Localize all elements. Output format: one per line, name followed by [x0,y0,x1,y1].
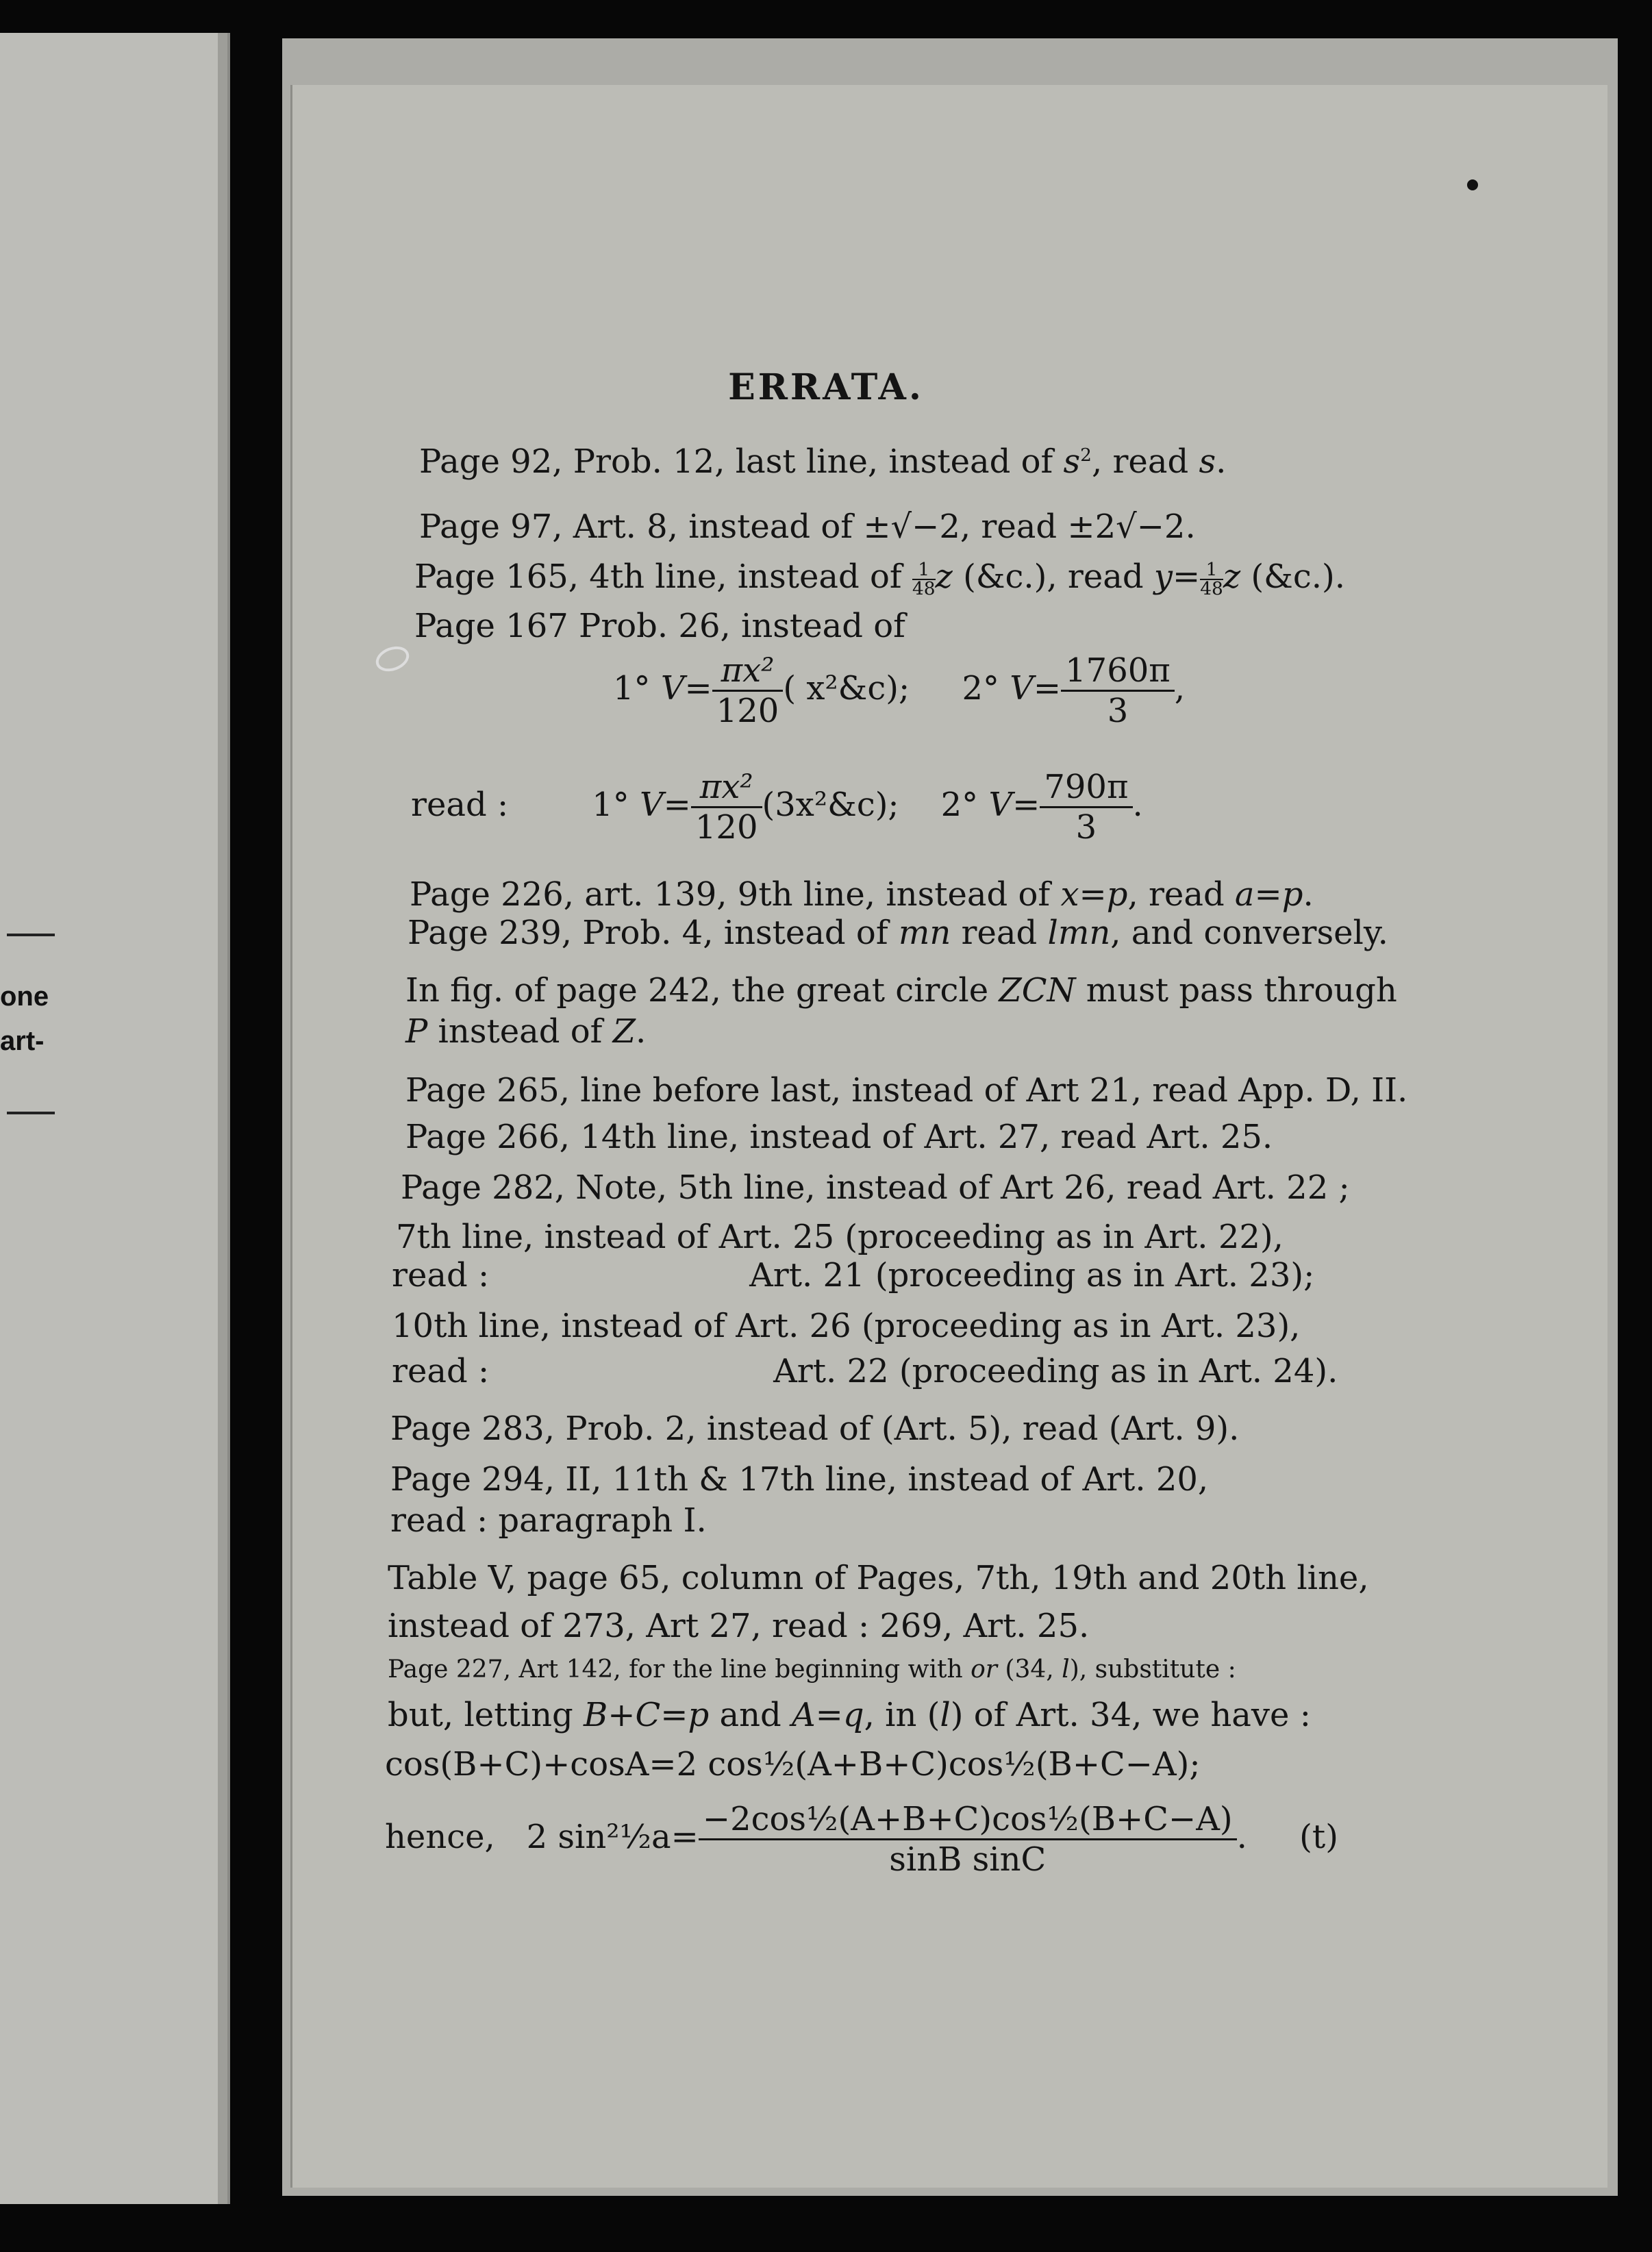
errata-entry: read : Art. 21 (proceeding as in Art. 23); [392,1256,1315,1294]
errata-entry: P instead of Z. [405,1012,647,1051]
rule-line [7,934,55,936]
formula-line: 1° V= $\frac{\text{πx²}}{120}$ ( x²&c); 2° V= $\frac{1760\pi}{3}$ , [613,651,1186,730]
errata-entry: instead of 273, Art 27, read : 269, Art. 25. [388,1607,1090,1645]
formula-line: cos(B+C)+cosA=2 cos½(A+B+C)cos½(B+C−A); [385,1745,1201,1784]
errata-entry: Page 265, line before last, instead of Art 21, read App. D, II. [405,1071,1408,1110]
errata-entry: Page 282, Note, 5th line, instead of Art 26, read Art. 22 ; [401,1168,1350,1207]
errata-entry: Table V, page 65, column of Pages, 7th, 19th and 20th line, [388,1559,1369,1597]
errata-entry: Page 167 Prob. 26, instead of [414,607,905,645]
errata-entry: Page 226, art. 139, 9th line, instead of x=p, read a=p. [410,875,1314,914]
errata-entry: Page 283, Prob. 2, instead of (Art. 5), read (Art. 9). [390,1410,1240,1448]
errata-entry: read : paragraph I. [390,1501,707,1540]
errata-entry: but, letting B+C=p and A=q, in (l) of Art. 34, we have : [388,1696,1311,1734]
errata-entry: Page 97, Art. 8, instead of ±√−2, read ±2√−2. [419,508,1196,546]
errata-entry: Page 92, Prob. 12, last line, instead of $s^2$, read s. [419,442,1227,481]
errata-entry: Page 266, 14th line, instead of Art. 27, read Art. 25. [405,1118,1273,1156]
formula-line: hence, 2 sin²½a= $\frac{\text{−2cos½(A+B+C)cos½(B+C−A)}}{\text{sinB sinC}}$ . (t) [385,1800,1338,1879]
rule-line [7,1112,55,1114]
page-title: ERRATA. [728,366,924,408]
errata-entry: Page 227, Art 142, for the line beginning with or (34, l), substitute : [388,1655,1236,1684]
errata-entry: Page 165, 4th line, instead of $\frac{1}{48}$ z (&c.), read y= $\frac{1}{48}$ z (&c.). [414,558,1345,599]
facing-page-fragment: one [0,981,49,1012]
errata-entry: Page 294, II, 11th & 17th line, instead of Art. 20, [390,1460,1209,1499]
errata-entry: read : Art. 22 (proceeding as in Art. 24). [392,1352,1338,1390]
errata-entry: Page 239, Prob. 4, instead of mn read lmn, and conversely. [408,914,1388,952]
ink-dot [1467,179,1478,190]
facing-page-fragment: art- [0,1026,45,1056]
facing-page [0,33,230,2204]
errata-entry: 10th line, instead of Art. 26 (proceeding as in Art. 23), [392,1307,1301,1345]
errata-entry: In fig. of page 242, the great circle ZCN must pass through [405,971,1397,1010]
page-gutter [218,33,227,2204]
errata-entry: 7th line, instead of Art. 25 (proceeding as in Art. 22), [396,1218,1284,1256]
formula-line: read : 1° V= $\frac{\text{πx²}}{120}$ (3x²&c); 2° V= $\frac{790\pi}{3}$ . [411,768,1143,847]
